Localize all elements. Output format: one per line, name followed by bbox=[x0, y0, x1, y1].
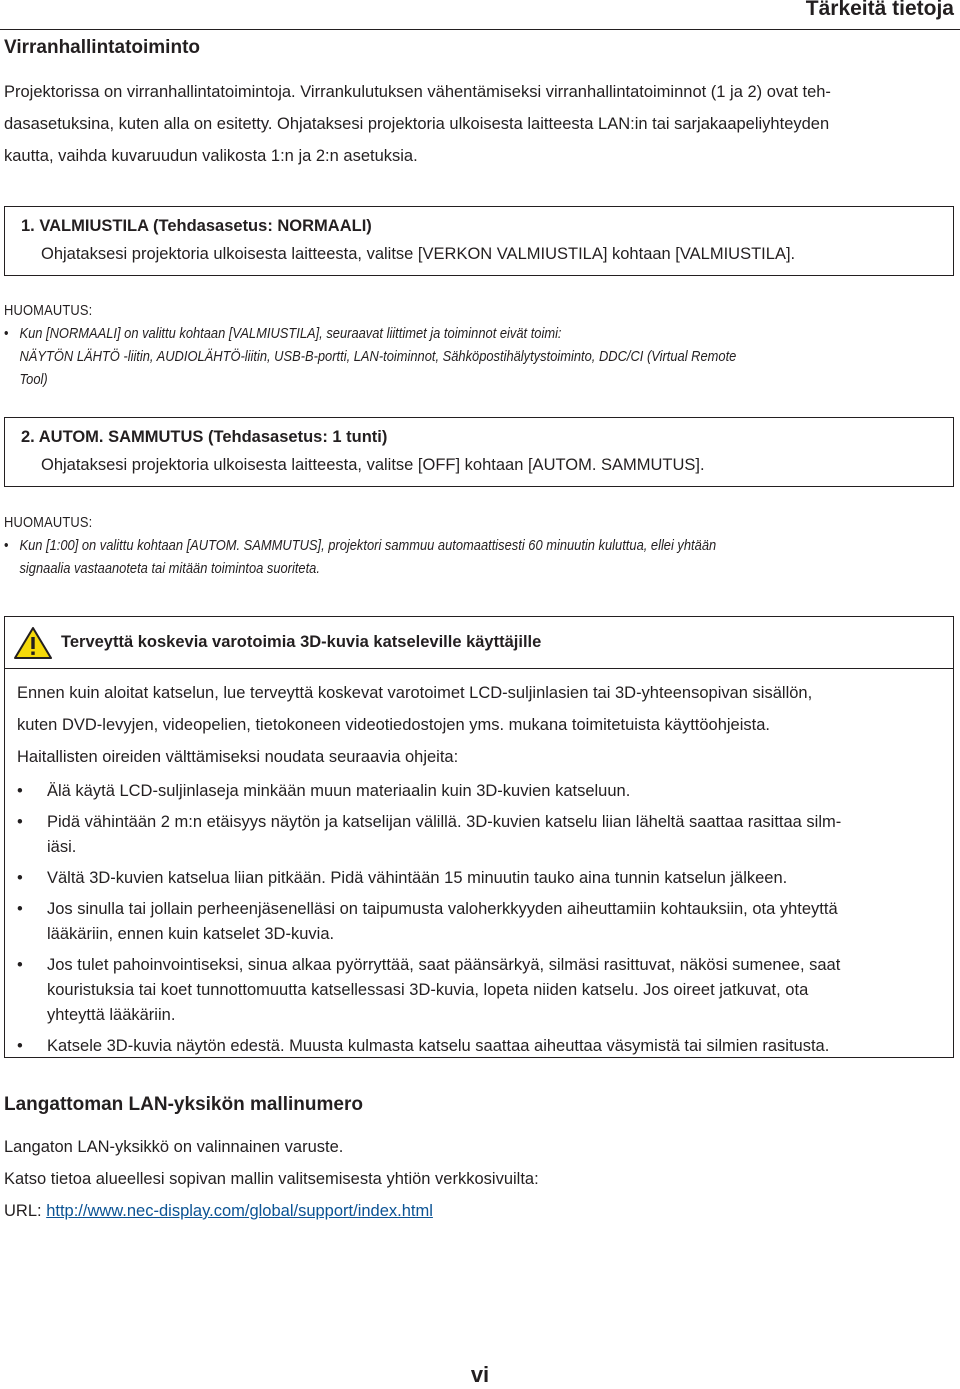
warning-list bbox=[17, 779, 939, 1059]
intro-line: dasasetuksina, kuten alla on esitetty. Ohjataksesi projektoria ulkoisesta laitteesta LAN:in tai sarjakaapeliyhteyden bbox=[4, 115, 830, 133]
list-item-line: yhteyttä lääkäriin. bbox=[47, 1006, 176, 1024]
note-line: Tool) bbox=[19, 371, 48, 388]
list-item-line: lääkäriin, ennen kuin katselet 3D-kuvia. bbox=[47, 925, 335, 943]
warning-intro-line: kuten DVD-levyjen, videopelien, tietokoneen videotiedostojen yms. mukana toimitetuista käyttöohjeista. bbox=[17, 716, 770, 734]
lan-line: Langaton LAN-yksikkö on valinnainen varuste. bbox=[4, 1138, 344, 1156]
list-item-line: Vältä 3D-kuvien katselua liian pitkään. Pidä vähintään 15 minuutin tauko aina tunnin katselun jälkeen. bbox=[47, 869, 788, 887]
standby-setting-body: Ohjataksesi projektoria ulkoisesta laitteesta, valitse [VERKON VALMIUSTILA] kohtaan [VALMIUSTILA]. bbox=[41, 245, 796, 263]
warning-triangle-icon bbox=[13, 626, 53, 660]
warning-intro-line: Ennen kuin aloitat katselun, lue terveyttä koskevat varotoimet LCD-suljinlasien tai 3D-yhteensopivan sisällön, bbox=[17, 684, 813, 702]
health-warning-body bbox=[5, 669, 953, 1059]
power-intro bbox=[4, 76, 954, 172]
auto-power-off-note bbox=[4, 511, 954, 580]
bullet: • bbox=[4, 537, 9, 554]
health-warning-title: Terveyttä koskevia varotoimia 3D-kuvia katseleville käyttäjille bbox=[61, 633, 542, 651]
list-item bbox=[17, 1034, 939, 1059]
lan-url-line bbox=[4, 1195, 954, 1227]
note-line: NÄYTÖN LÄHTÖ -liitin, AUDIOLÄHTÖ-liitin, USB-B-portti, LAN-toiminnot, Sähköpostihälytystoiminto, DDC/CI (Virtual Remote bbox=[19, 348, 737, 365]
note-item bbox=[4, 534, 954, 580]
list-item-line: kouristuksia tai koet tunnottomuutta katsellessasi 3D-kuvia, lopeta niiden katselu. Jos oireet jatkuvat, ota bbox=[47, 981, 809, 999]
note-label: HUOMAUTUS: bbox=[4, 302, 93, 319]
list-item-line: Älä käytä LCD-suljinlaseja minkään muun materiaalin kuin 3D-kuvien katseluun. bbox=[47, 782, 631, 800]
list-item-line: Jos sinulla tai jollain perheenjäsenelläsi on taipumusta valoherkkyyden aiheuttamiin kohtauksiin, ota yhteyttä bbox=[47, 900, 838, 918]
auto-power-off-title: 2. AUTOM. SAMMUTUS (Tehdasasetus: 1 tunti) bbox=[21, 428, 388, 446]
list-item-line: Jos tulet pahoinvointiseksi, sinua alkaa pyörryttää, saat päänsärkyä, silmäsi rasittuvat, näkösi sumenee, saat bbox=[47, 956, 841, 974]
standby-setting-title: 1. VALMIUSTILA (Tehdasasetus: NORMAALI) bbox=[21, 217, 372, 235]
list-item bbox=[17, 866, 939, 891]
url-label: URL: bbox=[4, 1202, 47, 1220]
list-item-line: iäsi. bbox=[47, 838, 77, 856]
list-item-line: Katsele 3D-kuvia näytön edestä. Muusta kulmasta katselu saattaa aiheuttaa väsymistä tai silmien rasitusta. bbox=[47, 1037, 830, 1055]
note-item bbox=[4, 322, 954, 345]
bullet: • bbox=[17, 782, 23, 800]
auto-power-off-box bbox=[4, 417, 954, 487]
standby-setting-box bbox=[4, 206, 954, 276]
bullet: • bbox=[17, 956, 23, 974]
header-divider bbox=[0, 29, 960, 30]
intro-line: kautta, vaihda kuvaruudun valikosta 1:n ja 2:n asetuksia. bbox=[4, 147, 418, 165]
power-section-title: Virranhallintatoiminto bbox=[4, 37, 201, 58]
note-label: HUOMAUTUS: bbox=[4, 514, 93, 531]
bullet: • bbox=[17, 900, 23, 918]
intro-line: Projektorissa on virranhallintatoimintoja. Virrankulutuksen vähentämiseksi virranhallintatoiminnot (1 ja 2) ovat teh- bbox=[4, 83, 831, 101]
note-line: Kun [1:00] on valittu kohtaan [AUTOM. SAMMUTUS], projektori sammuu automaattisesti 60 minuutin kuluttua, ellei yhtään bbox=[19, 537, 717, 554]
health-warning-header bbox=[5, 617, 953, 669]
wireless-lan-title: Langattoman LAN-yksikön mallinumero bbox=[4, 1094, 363, 1115]
support-url-link[interactable]: http://www.nec-display.com/global/support/index.html bbox=[46, 1202, 433, 1220]
list-item bbox=[17, 897, 939, 947]
page-number: vi bbox=[470, 1362, 490, 1387]
note-line: signaalia vastaanoteta tai mitään toimintoa suoriteta. bbox=[19, 560, 320, 577]
list-item bbox=[17, 779, 939, 804]
list-item bbox=[17, 953, 939, 1028]
list-item-line: Pidä vähintään 2 m:n etäisyys näytön ja katselijan välillä. 3D-kuvien katselu liian läheltä saattaa rasittaa silm- bbox=[47, 813, 842, 831]
bullet: • bbox=[17, 813, 23, 831]
warning-intro-line: Haitallisten oireiden välttämiseksi noudata seuraavia ohjeita: bbox=[17, 748, 459, 766]
list-item bbox=[17, 810, 939, 860]
health-warning-box bbox=[4, 616, 954, 1058]
running-header: Tärkeitä tietoja bbox=[805, 0, 954, 20]
note-line: Kun [NORMAALI] on valittu kohtaan [VALMIUSTILA], seuraavat liittimet ja toiminnot eivät toimi: bbox=[19, 325, 562, 342]
note-item-cont bbox=[4, 345, 954, 391]
bullet: • bbox=[4, 325, 9, 342]
bullet: • bbox=[17, 869, 23, 887]
lan-line: Katso tietoa alueellesi sopivan mallin valitsemisesta yhtiön verkkosivuilta: bbox=[4, 1170, 539, 1188]
wireless-lan-body bbox=[4, 1131, 954, 1227]
bullet: • bbox=[17, 1037, 23, 1055]
standby-note bbox=[4, 299, 954, 391]
auto-power-off-body: Ohjataksesi projektoria ulkoisesta laitteesta, valitse [OFF] kohtaan [AUTOM. SAMMUTUS]. bbox=[41, 456, 705, 474]
